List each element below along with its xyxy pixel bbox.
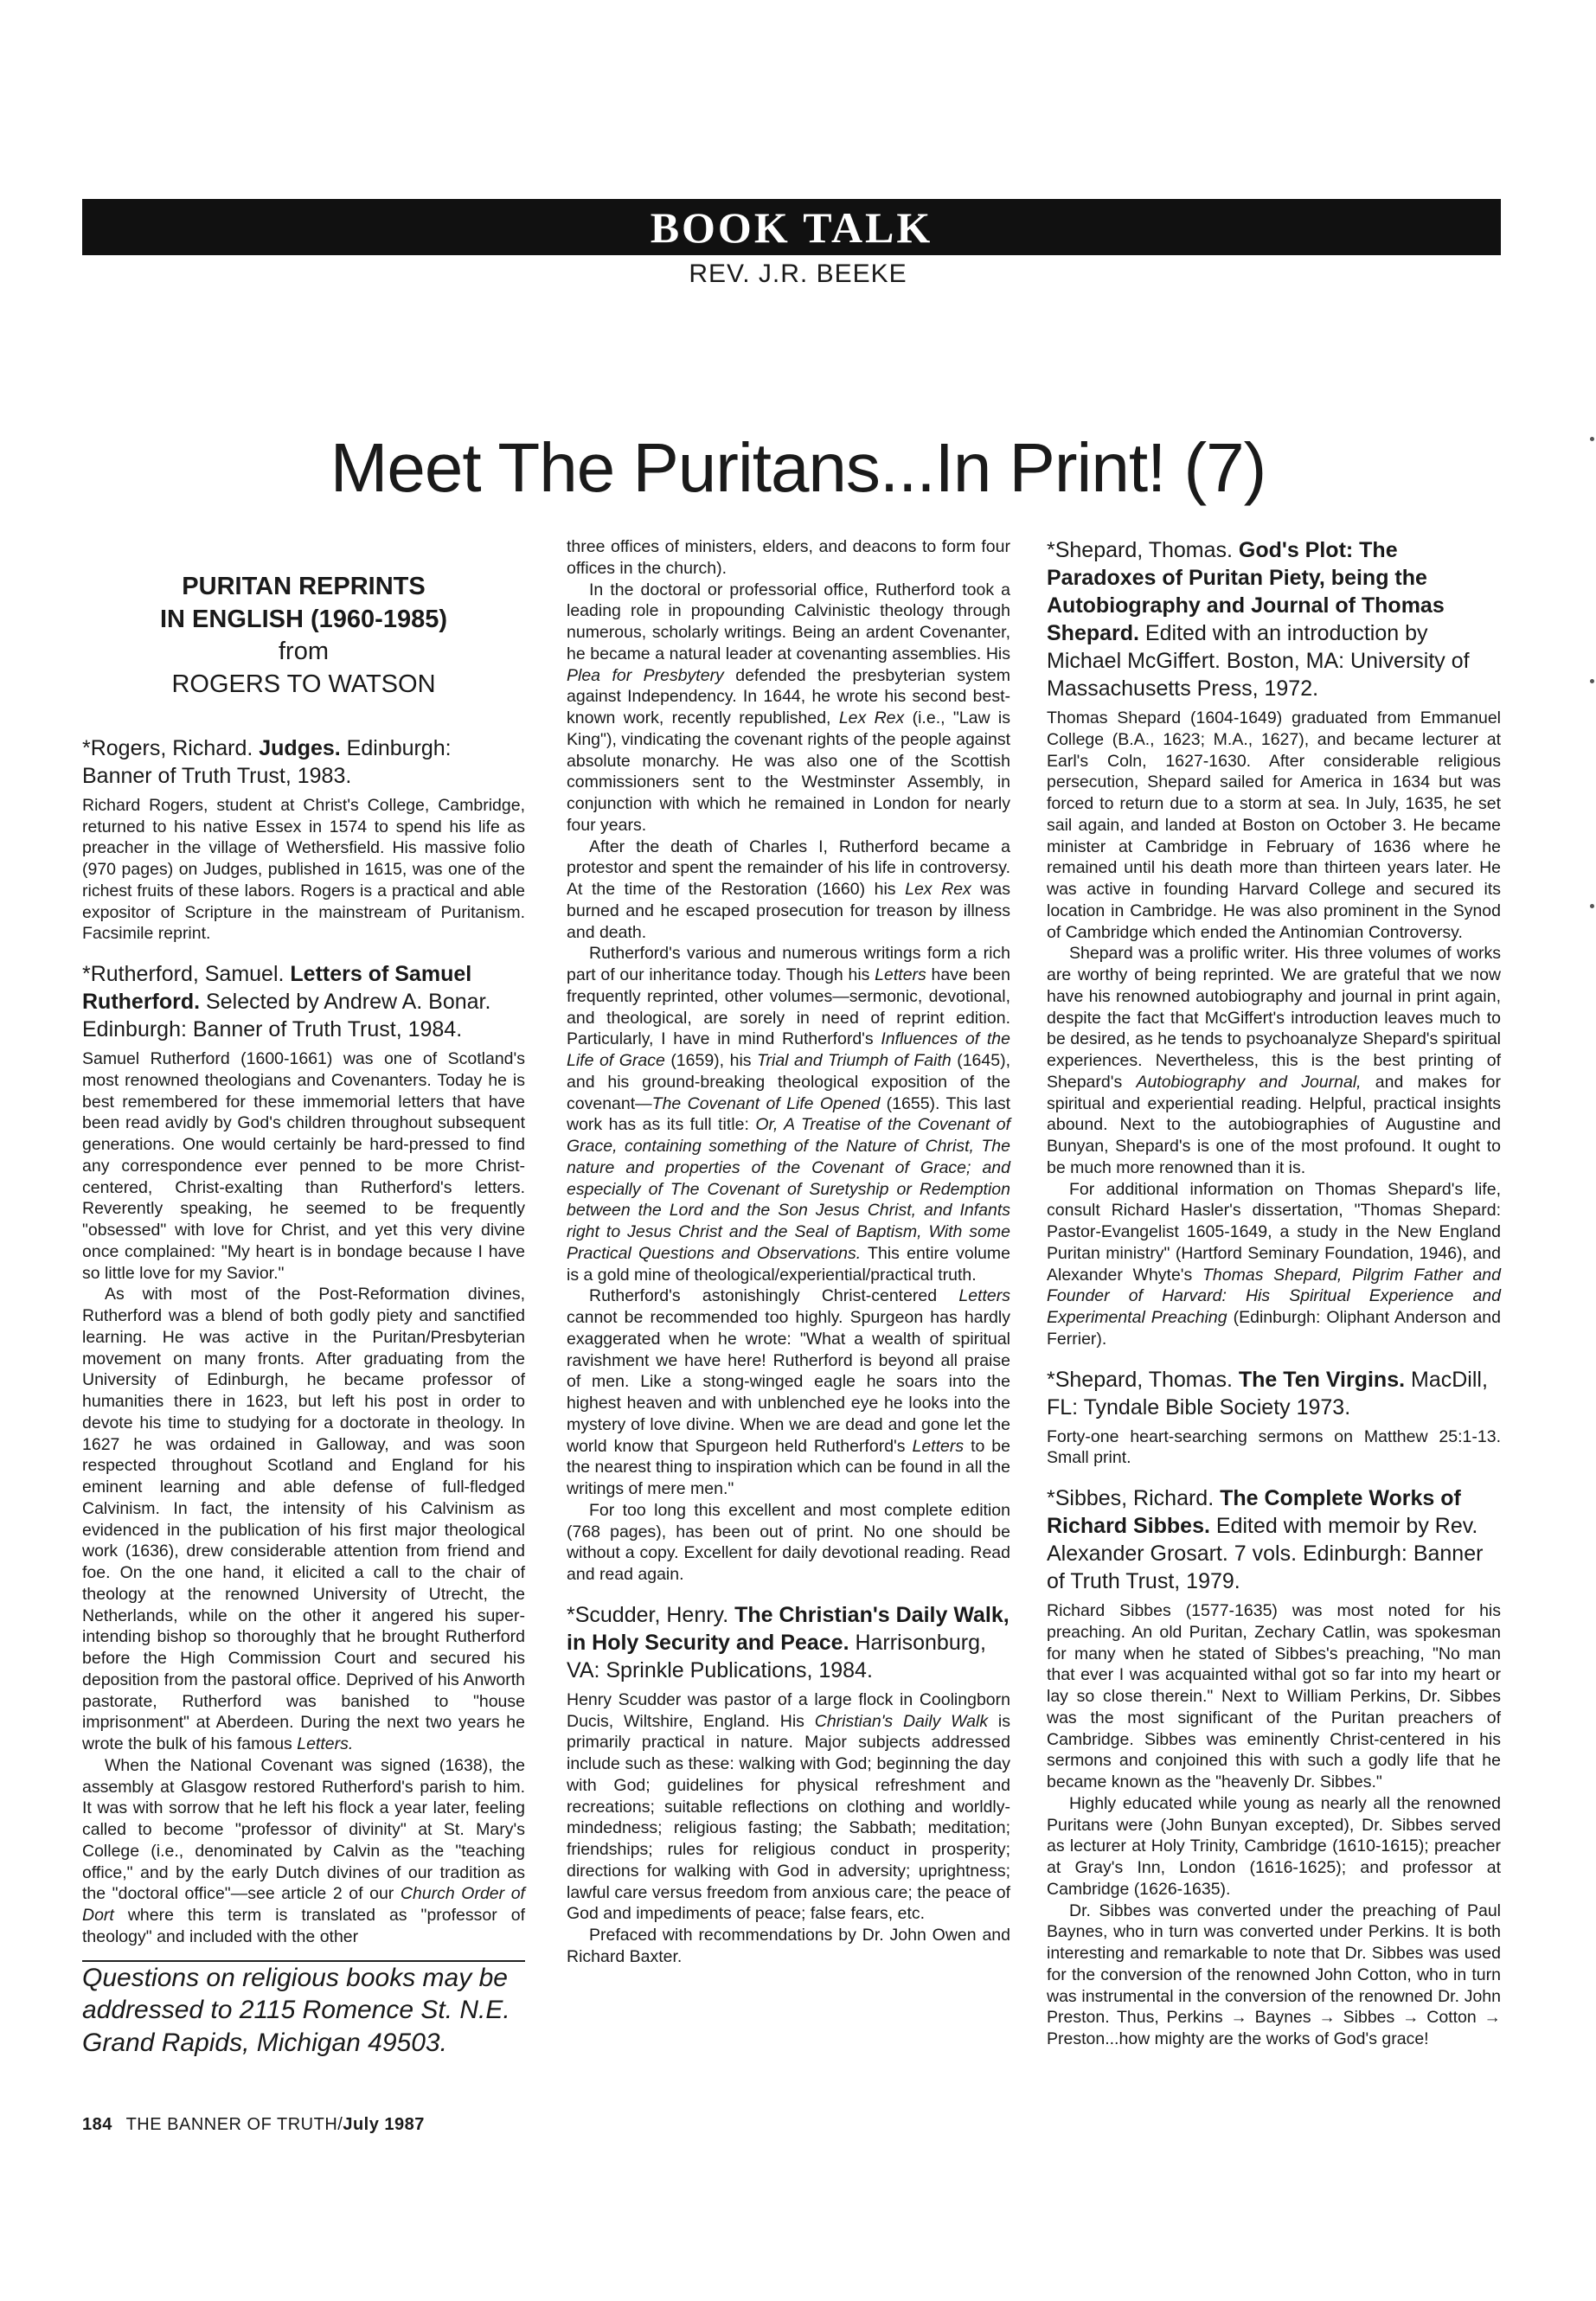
page-number: 184 — [82, 2115, 112, 2134]
rutherford-paragraph: For too long this excellent and most complete edition (768 pages), has been out of print. No one should be without a copy. Excellent for daily devotional reading. Read and read again. — [567, 1500, 1010, 1584]
shepard-paragraph: Shepard was a prolific writer. His three volumes of works are worthy of being reprinted. We are grateful that we now have his renowned autobiography and journal in print again, despite the fact that McGiffert's introduction leaves much to be desired, as he tends to psychoanalyze Shepard's spiritual experiences. Nevertheless, this is the best printing of Shepard's Autobiography and Journal, and makes for spiritual and experiential reading. Helpful, practical insights abound. Next to the autobiographies of Augustine and Bunyan, Shepard's is one of the most profound. It ought to be much more renowned than it is. — [1047, 944, 1501, 1177]
sibbes-paragraph: Highly educated while young as nearly all the renowned Puritans were (John Bunyan excepted), Dr. Sibbes served as lecturer at Holy Trinity, Cambridge (1610-1615); preacher at Gray's Inn, London (1616-1625); and professor at Cambridge (1626-1635). — [1047, 1793, 1501, 1899]
column-left — [82, 536, 525, 2059]
banner-title: BOOK TALK — [650, 202, 933, 252]
rutherford-paragraph: Rutherford's astonishingly Christ-centered Letters cannot be recommended too highly. Spurgeon has hardly exaggerated when he wrote: "What a wealth of spiritual ravishment we have here! Rutherford is beyond all praise of men. Like a stong-winged eagle he soars into the highest heaven and with unblenched eye he looks into the mystery of love divine. When we are dead and gone let the world know that Spurgeon held Rutherford's Letters to be the nearest thing to inspiration which can be found in all the writings of mere men." — [567, 1286, 1010, 1498]
book-talk-banner — [82, 199, 1501, 255]
entry-rutherford-heading: *Rutherford, Samuel. Letters of Samuel Rutherford. Selected by Andrew A. Bonar. Edinburgh: Banner of Truth Trust, 1984. — [82, 962, 491, 1042]
column-right — [1047, 536, 1501, 2050]
rutherford-paragraph: As with most of the Post-Reformation divines, Rutherford was a blend of both godly piety and sanctified learning. He was active in the Puritan/Presbyterian movement on many fronts. After graduating from the University of Edinburgh, he became professor of humanities there in 1623, but left his post in order to devote his time to studying for a doctorate in theology. In 1627 he was ordained in Galloway, and was soon respected throughout Scotland and England for his eminent learning and able defense of full-fledged Calvinism. In fact, the intensity of his Calvinism as evidenced in the publication of his first major theological work (1636), drew considerable attention from friend and foe. On the one hand, it elicited a call to the chair of theology at the renowned University of Utrecht, the Netherlands, while on the other it angered his super-intending bishop so thoroughly that he brought Rutherford before the High Commission Court and secured his deposition from the pastoral office. Deprived of his Anworth pastorate, Rutherford was banished to "house imprisonment" at Aberdeen. During the next two years he wrote the bulk of his famous Letters. — [82, 1285, 525, 1753]
magazine-name: THE BANNER OF TRUTH/ — [125, 2115, 343, 2134]
scan-mark — [1590, 679, 1594, 683]
reprints-line-4: ROGERS TO WATSON — [171, 670, 436, 699]
entry-rogers-body: Richard Rogers, student at Christ's College, Cambridge, returned to his native Essex in 1574 to spend his life as preacher in the village of Wethersfield. His massive folio (970 pages) on Judges, published in 1615, was one of the richest fruits of these labors. Rogers is a practical and able expositor of Scripture in the mainstream of Puritanism. Facsimile reprint. — [82, 795, 525, 944]
rutherford-paragraph: When the National Covenant was signed (1638), the assembly at Glasgow restored Rutherford's parish to him. It was with sorrow that he left his flock a year later, feeling called to become "professor of divinity" at St. Mary's College (i.e., denominated by Calvin as the "teaching office," and by the early Dutch divines of our tradition as the "doctoral office"—see article 2 of our Church Order of Dort where this term is translated as "professor of theology" and included with the other — [82, 1755, 525, 1946]
reprints-line-2: IN ENGLISH (1960-1985) — [159, 605, 447, 633]
questions-note: Questions on religious books may be addressed to 2115 Romence St. N.E. Grand Rapids, Michigan 49503. — [82, 1963, 510, 2057]
reprints-heading — [82, 571, 525, 702]
scan-mark — [1590, 904, 1594, 908]
reprints-line-1: PURITAN REPRINTS — [182, 573, 426, 600]
rutherford-paragraph: In the doctoral or professorial office, Rutherford took a leading role in propounding Calvinistic theology through numerous, scholarly writings. Being an ardent Covenanter, he became a natural leader at covenanting assemblies. His Plea for Presbytery defended the presbyterian system against Independency. In 1644, he wrote his second best-known work, recently republished, Lex Rex (i.e., "Law is King"), vindicating the covenant rights of the people against absolute monarchy. He was also one of the Scottish commissioners sent to the Westminster Assembly, in conjunction with which he remained in London for nearly four years. — [567, 580, 1010, 835]
article-headline: Meet The Puritans...In Print! (7) — [330, 429, 1266, 506]
entry-sibbes-heading: *Sibbes, Richard. The Complete Works of Richard Sibbes. Edited with memoir by Rev. Alexander Grosart. 7 vols. Edinburgh: Banner of Truth Trust, 1979. — [1047, 1486, 1484, 1593]
shepard-paragraph: For additional information on Thomas Shepard's life, consult Richard Hasler's dissertation, "Thomas Shepard: Pastor-Evangelist 1605-1649, a study in the New England Puritan ministry" (Hartford Seminary Foundation, 1946), and Alexander Whyte's Thomas Shepard, Pilgrim Father and Founder of Harvard: His Spiritual Experience and Experimental Preaching (Edinburgh: Oliphant Anderson and Ferrier). — [1047, 1179, 1501, 1349]
issue-date: July 1987 — [343, 2115, 425, 2134]
rutherford-paragraph: three offices of ministers, elders, and deacons to form four offices in the church). — [567, 537, 1010, 578]
rutherford-paragraph: Samuel Rutherford (1600-1661) was one of Scotland's most renowned theologians and Covenanters. Today he is best remembered for these immemorial letters that have been read avidly by God's children throughout subsequent generations. One would certainly be hard-pressed to find any correspondence ever penned to be more Christ-centered, Christ-exalting than Rutherford's letters. Reverently speaking, he seemed to be frequently "obsessed" with love for Christ, and yet this very divine once complained: "My heart is in bondage because I have so little love for my Savior." — [82, 1049, 525, 1283]
scan-mark — [1590, 437, 1594, 441]
sibbes-paragraph: Dr. Sibbes was converted under the preaching of Paul Baynes, who in turn was converted under Perkins. It is both interesting and remarkable to note that Dr. Sibbes was used for the conversion of the renowned John Cotton, who in turn was instrumental in the conversion of the renowned Dr. John Preston. Thus, Perkins → Baynes → Sibbes → Cotton → Preston...how mighty are the works of God's grace! — [1047, 1900, 1501, 2048]
shepard-virgins-body: Forty-one heart-searching sermons on Matthew 25:1-13. Small print. — [1047, 1426, 1501, 1468]
scudder-paragraph: Henry Scudder was pastor of a large flock in Coolingborn Ducis, Wiltshire, England. His Christian's Daily Walk is primarily practical in nature. Major subjects addressed include such as these: walking with God; beginning the day with God; guidelines for physical refreshment and recreations; suitable reflections on clothing and worldly-mindedness; religious fasting; the Sabbath; meditation; friendships; rules for religious conduct in prosperity; directions for walking with God in adversity; uprightness; lawful care versus freedom from anxious care; the peace of God and impediments of peace; false fears, etc. — [567, 1689, 1011, 1924]
rutherford-paragraph: After the death of Charles I, Rutherford became a protestor and spent the remainder of his life in controversy. At the time of the Restoration (1660) his Lex Rex was burned and he escaped prosecution for treason by illness and death. — [567, 836, 1010, 942]
shepard-paragraph: Thomas Shepard (1604-1649) graduated from Emmanuel College (B.A., 1623; M.A., 1627), and became lecturer at Earl's Coln, 1627-1630. After considerable religious persecution, Shepard sailed for America in 1634 but was forced to return due to a storm at sea. In July, 1635, he set sail again, and landed at Boston on October 3. He became minister at Cambridge in February of 1636 where he remained until his death more than thirteen years later. He was active in founding Harvard College and secured its location in Cambridge. He was also prominent in the Synod of Cambridge which ended the Antinomian Controversy. — [1047, 708, 1501, 942]
entry-shepard-plot-heading: *Shepard, Thomas. God's Plot: The Paradoxes of Puritan Piety, being the Autobiography and Journal of Thomas Shepard. Edited with an introduction by Michael McGiffert. Boston, MA: University of Massachusetts Press, 1972. — [1047, 538, 1470, 701]
author-byline: REV. J.R. BEEKE — [689, 260, 907, 288]
entry-scudder-heading: *Scudder, Henry. The Christian's Daily Walk, in Holy Security and Peace. Harrisonburg, VA: Sprinkle Publications, 1984. — [567, 1602, 1010, 1682]
page-footer — [82, 2115, 425, 2135]
scudder-paragraph: Prefaced with recommendations by Dr. John Owen and Richard Baxter. — [567, 1926, 1010, 1966]
reprints-line-3: from — [279, 638, 329, 666]
entry-rogers-heading: *Rogers, Richard. Judges. Edinburgh: Banner of Truth Trust, 1983. — [82, 735, 452, 788]
entry-shepard-virgins-heading: *Shepard, Thomas. The Ten Virgins. MacDill, FL: Tyndale Bible Society 1973. — [1047, 1367, 1488, 1420]
sibbes-paragraph: Richard Sibbes (1577-1635) was most noted for his preaching. An old Puritan, Zechary Catlin, was spokesman for many when he stated of Sibbes's preaching, "No man that ever I was acquainted withal got so far into my heart or lay so close therein." Next to William Perkins, Dr. Sibbes was the most significant of the Puritan preachers of Cambridge. Sibbes was eminently Christ-centered in his sermons and conjoined this with such a godly life that he became known as the "heavenly Dr. Sibbes." — [1047, 1601, 1501, 1791]
column-middle — [567, 536, 1010, 1968]
rutherford-paragraph: Rutherford's various and numerous writings form a rich part of our inheritance today. Though his Letters have been frequently reprinted, other volumes—sermonic, devotional, and theological, are sorely in need of reprint edition. Particularly, I have in mind Rutherford's Influences of the Life of Grace (1659), his Trial and Triumph of Faith (1645), and his ground-breaking theological exposition of the covenant—The Covenant of Life Opened (1655). This last work has as its full title: Or, A Treatise of the Covenant of Grace, containing something of the Nature of Christ, The nature and properties of the Covenant of Grace; and especially of The Covenant of Suretyship or Redemption between the Lord and the Son Jesus Christ, and Infants right to Jesus Christ and the Seal of Baptism, With some Practical Questions and Observations. This entire volume is a gold mine of theological/experiential/practical truth. — [567, 944, 1011, 1285]
